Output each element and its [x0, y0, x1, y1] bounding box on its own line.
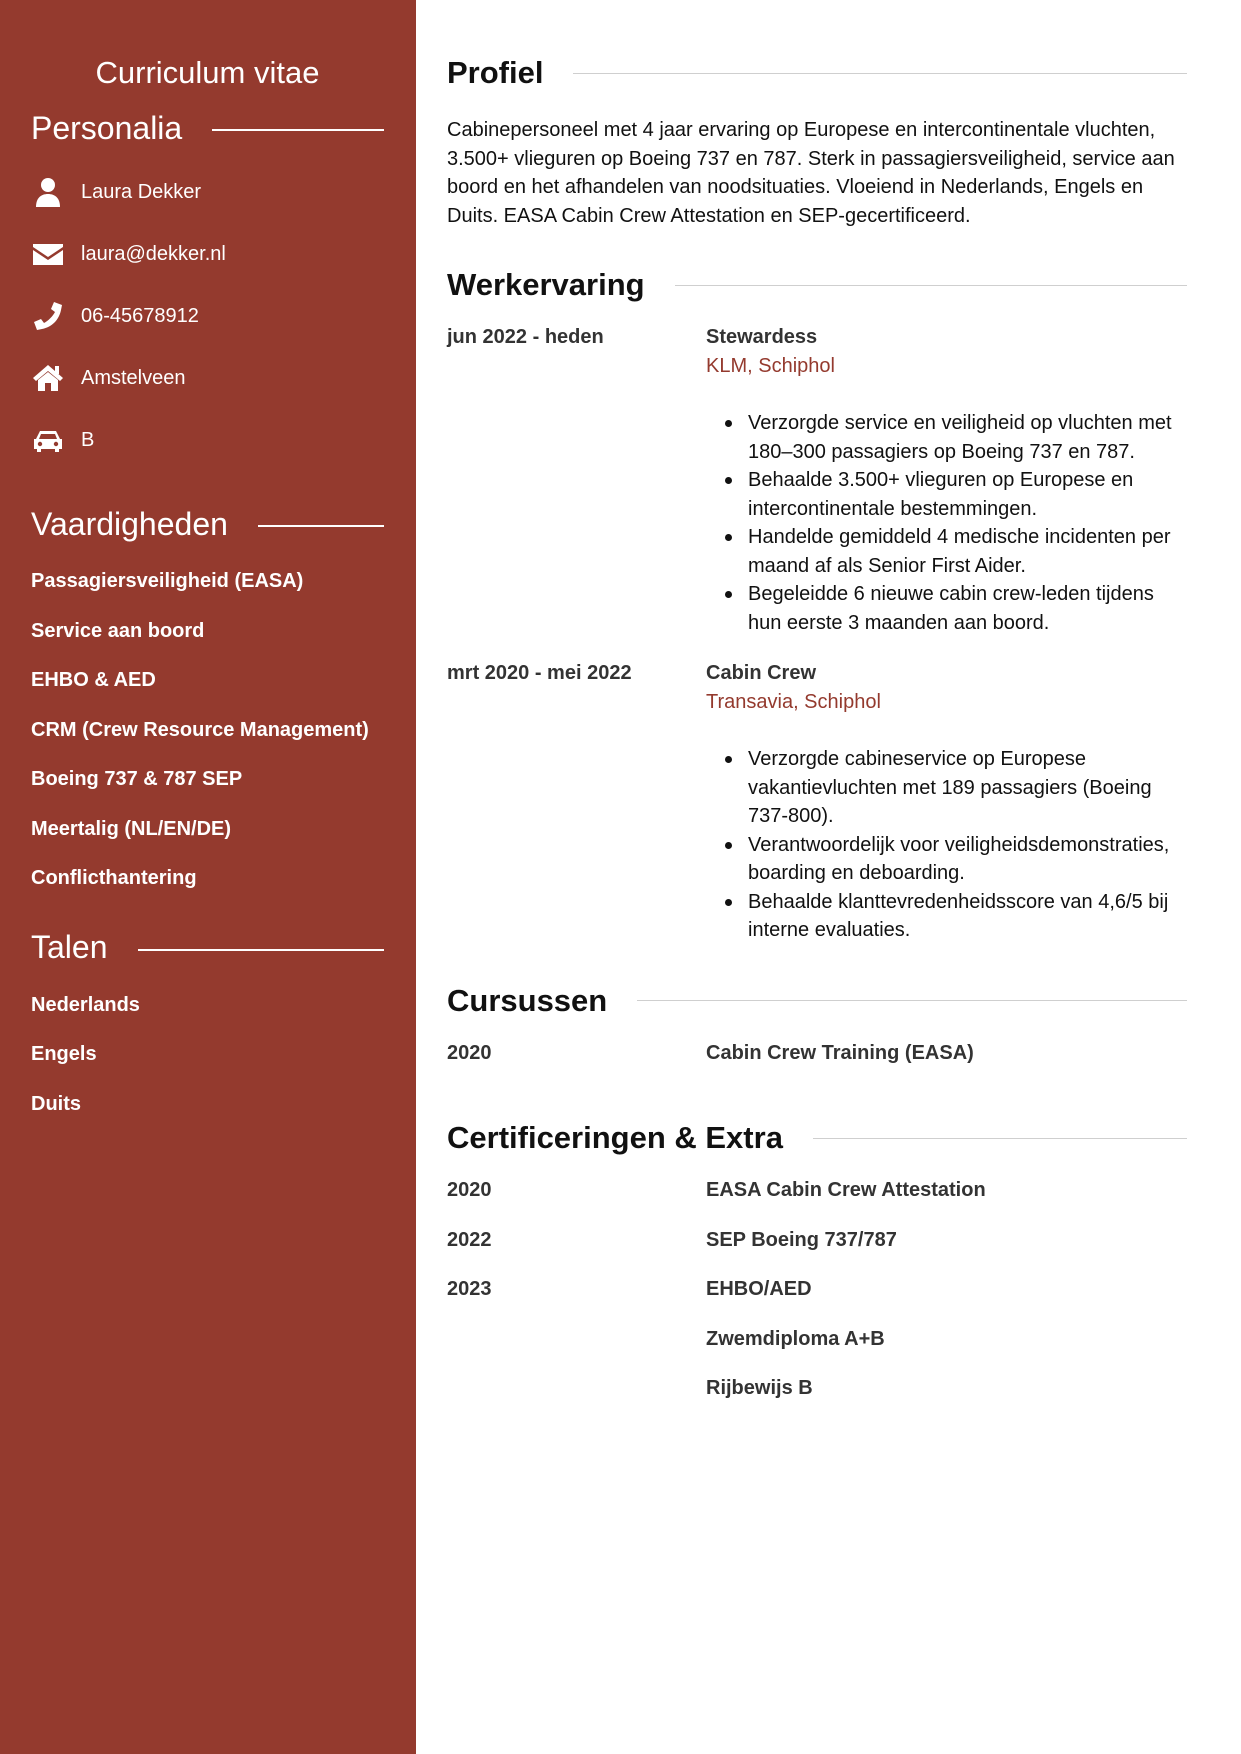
language-item: Nederlands [31, 993, 140, 1016]
certification-date: 2020 [447, 1179, 492, 1202]
certifications-heading-text: Certificeringen & Extra [447, 1120, 783, 1155]
heading-divider [258, 525, 384, 527]
envelope-icon [31, 237, 65, 271]
sidebar [0, 0, 416, 1754]
contact-city [31, 347, 384, 409]
certifications-heading [447, 1118, 1187, 1158]
certification-title: EHBO/AED [706, 1278, 812, 1301]
job-bullet: Behaalde klanttevredenheidsscore van 4,6/5 bij interne evaluaties. [748, 888, 1187, 945]
certification-title: Rijbewijs B [706, 1377, 813, 1400]
contact-email [31, 223, 384, 285]
skills-heading [31, 499, 384, 549]
home-icon [31, 361, 65, 395]
job-entry [447, 323, 1187, 637]
job-date: jun 2022 - heden [447, 326, 604, 348]
personalia-heading [31, 103, 384, 153]
contact-email-text: laura@dekker.nl [81, 242, 226, 265]
language-list [31, 981, 384, 1130]
contact-list [31, 161, 384, 471]
heading-divider [637, 1000, 1187, 1001]
job-bullet: Behaalde 3.500+ vlieguren op Europese en intercontinentale bestemmingen. [748, 466, 1187, 523]
job-bullet: Verantwoordelijk voor veiligheidsdemonstraties, boarding en deboarding. [748, 831, 1187, 888]
profile-heading [447, 53, 1187, 93]
experience-heading [447, 265, 1187, 305]
certification-row [447, 1265, 1187, 1315]
contact-phone [31, 285, 384, 347]
job-entry [447, 659, 1187, 945]
contact-phone-text: 06-45678912 [81, 304, 199, 327]
job-title: Stewardess [706, 326, 818, 348]
job-bullet: Handelde gemiddeld 4 medische incidenten per maand af als Senior First Aider. [748, 523, 1187, 580]
certification-date: 2022 [447, 1228, 492, 1251]
personalia-heading-text: Personalia [31, 109, 183, 146]
certification-row [447, 1216, 1187, 1266]
skill-item: Boeing 737 & 787 SEP [31, 768, 243, 790]
heading-divider [573, 73, 1187, 74]
job-title: Cabin Crew [706, 662, 817, 684]
heading-divider [675, 285, 1187, 286]
course-date: 2020 [447, 1041, 492, 1064]
certification-row [447, 1166, 1187, 1216]
language-item: Duits [31, 1092, 81, 1115]
certification-list [447, 1166, 1187, 1414]
certification-title: EASA Cabin Crew Attestation [706, 1179, 986, 1202]
experience-heading-text: Werkervaring [447, 267, 645, 302]
skill-list [31, 557, 384, 904]
certification-row [447, 1315, 1187, 1365]
phone-icon [31, 299, 65, 333]
heading-divider [138, 949, 385, 951]
certification-title: Zwemdiploma A+B [706, 1327, 885, 1350]
job-bullets [706, 745, 1187, 945]
job-bullets [706, 409, 1187, 637]
job-company: Transavia, Schiphol [706, 691, 881, 713]
job-date: mrt 2020 - mei 2022 [447, 662, 632, 684]
languages-heading-text: Talen [31, 929, 108, 965]
profile-text: Cabinepersoneel met 4 jaar ervaring op Europese en intercontinentale vluchten, 3.500+ vlieguren op Boeing 737 en 787. Sterk in passagiersveiligheid, service aan boord en het afhandelen van noodsituaties. Vloeiend in Nederlands, Engels en Duits. EASA Cabin Crew Attestation en SEP-gecertificeerd. [447, 119, 1175, 227]
skill-item: Meertalig (NL/EN/DE) [31, 817, 232, 840]
job-bullet: Verzorgde cabineservice op Europese vakantievluchten met 189 passagiers (Boeing 737-800). [748, 745, 1187, 831]
contact-license-text: B [81, 428, 95, 451]
main-content [447, 0, 1187, 1414]
courses-heading-text: Cursussen [447, 982, 608, 1018]
skill-item: EHBO & AED [31, 669, 156, 691]
job-body [706, 323, 1187, 637]
language-item: Engels [31, 1043, 97, 1065]
skill-item: CRM (Crew Resource Management) [31, 718, 369, 741]
cv-title: Curriculum vitae [95, 55, 320, 90]
course-title: Cabin Crew Training (EASA) [706, 1041, 974, 1064]
contact-license [31, 409, 384, 471]
contact-name [31, 161, 384, 223]
job-company: KLM, Schiphol [706, 355, 835, 377]
job-body [706, 659, 1187, 945]
skills-heading-text: Vaardigheden [31, 505, 228, 542]
skill-item: Service aan boord [31, 619, 205, 642]
certification-row [447, 1364, 1187, 1414]
heading-divider [212, 129, 384, 131]
contact-name-text: Laura Dekker [81, 180, 202, 203]
course-list [447, 1029, 1187, 1079]
car-icon [31, 423, 65, 457]
certification-date: 2023 [447, 1278, 492, 1301]
profile-heading-text: Profiel [447, 55, 544, 90]
certification-title: SEP Boeing 737/787 [706, 1228, 897, 1251]
course-row [447, 1029, 1187, 1079]
job-bullet: Begeleidde 6 nieuwe cabin crew-leden tijdens hun eerste 3 maanden aan boord. [748, 580, 1187, 637]
courses-heading [447, 981, 1187, 1021]
heading-divider [813, 1138, 1187, 1139]
job-bullet: Verzorgde service en veiligheid op vluchten met 180–300 passagiers op Boeing 737 en 787. [748, 409, 1187, 466]
user-icon [31, 175, 65, 209]
languages-heading [31, 923, 384, 973]
skill-item: Passagiersveiligheid (EASA) [31, 570, 304, 592]
skill-item: Conflicthantering [31, 867, 197, 889]
contact-city-text: Amstelveen [81, 366, 186, 389]
